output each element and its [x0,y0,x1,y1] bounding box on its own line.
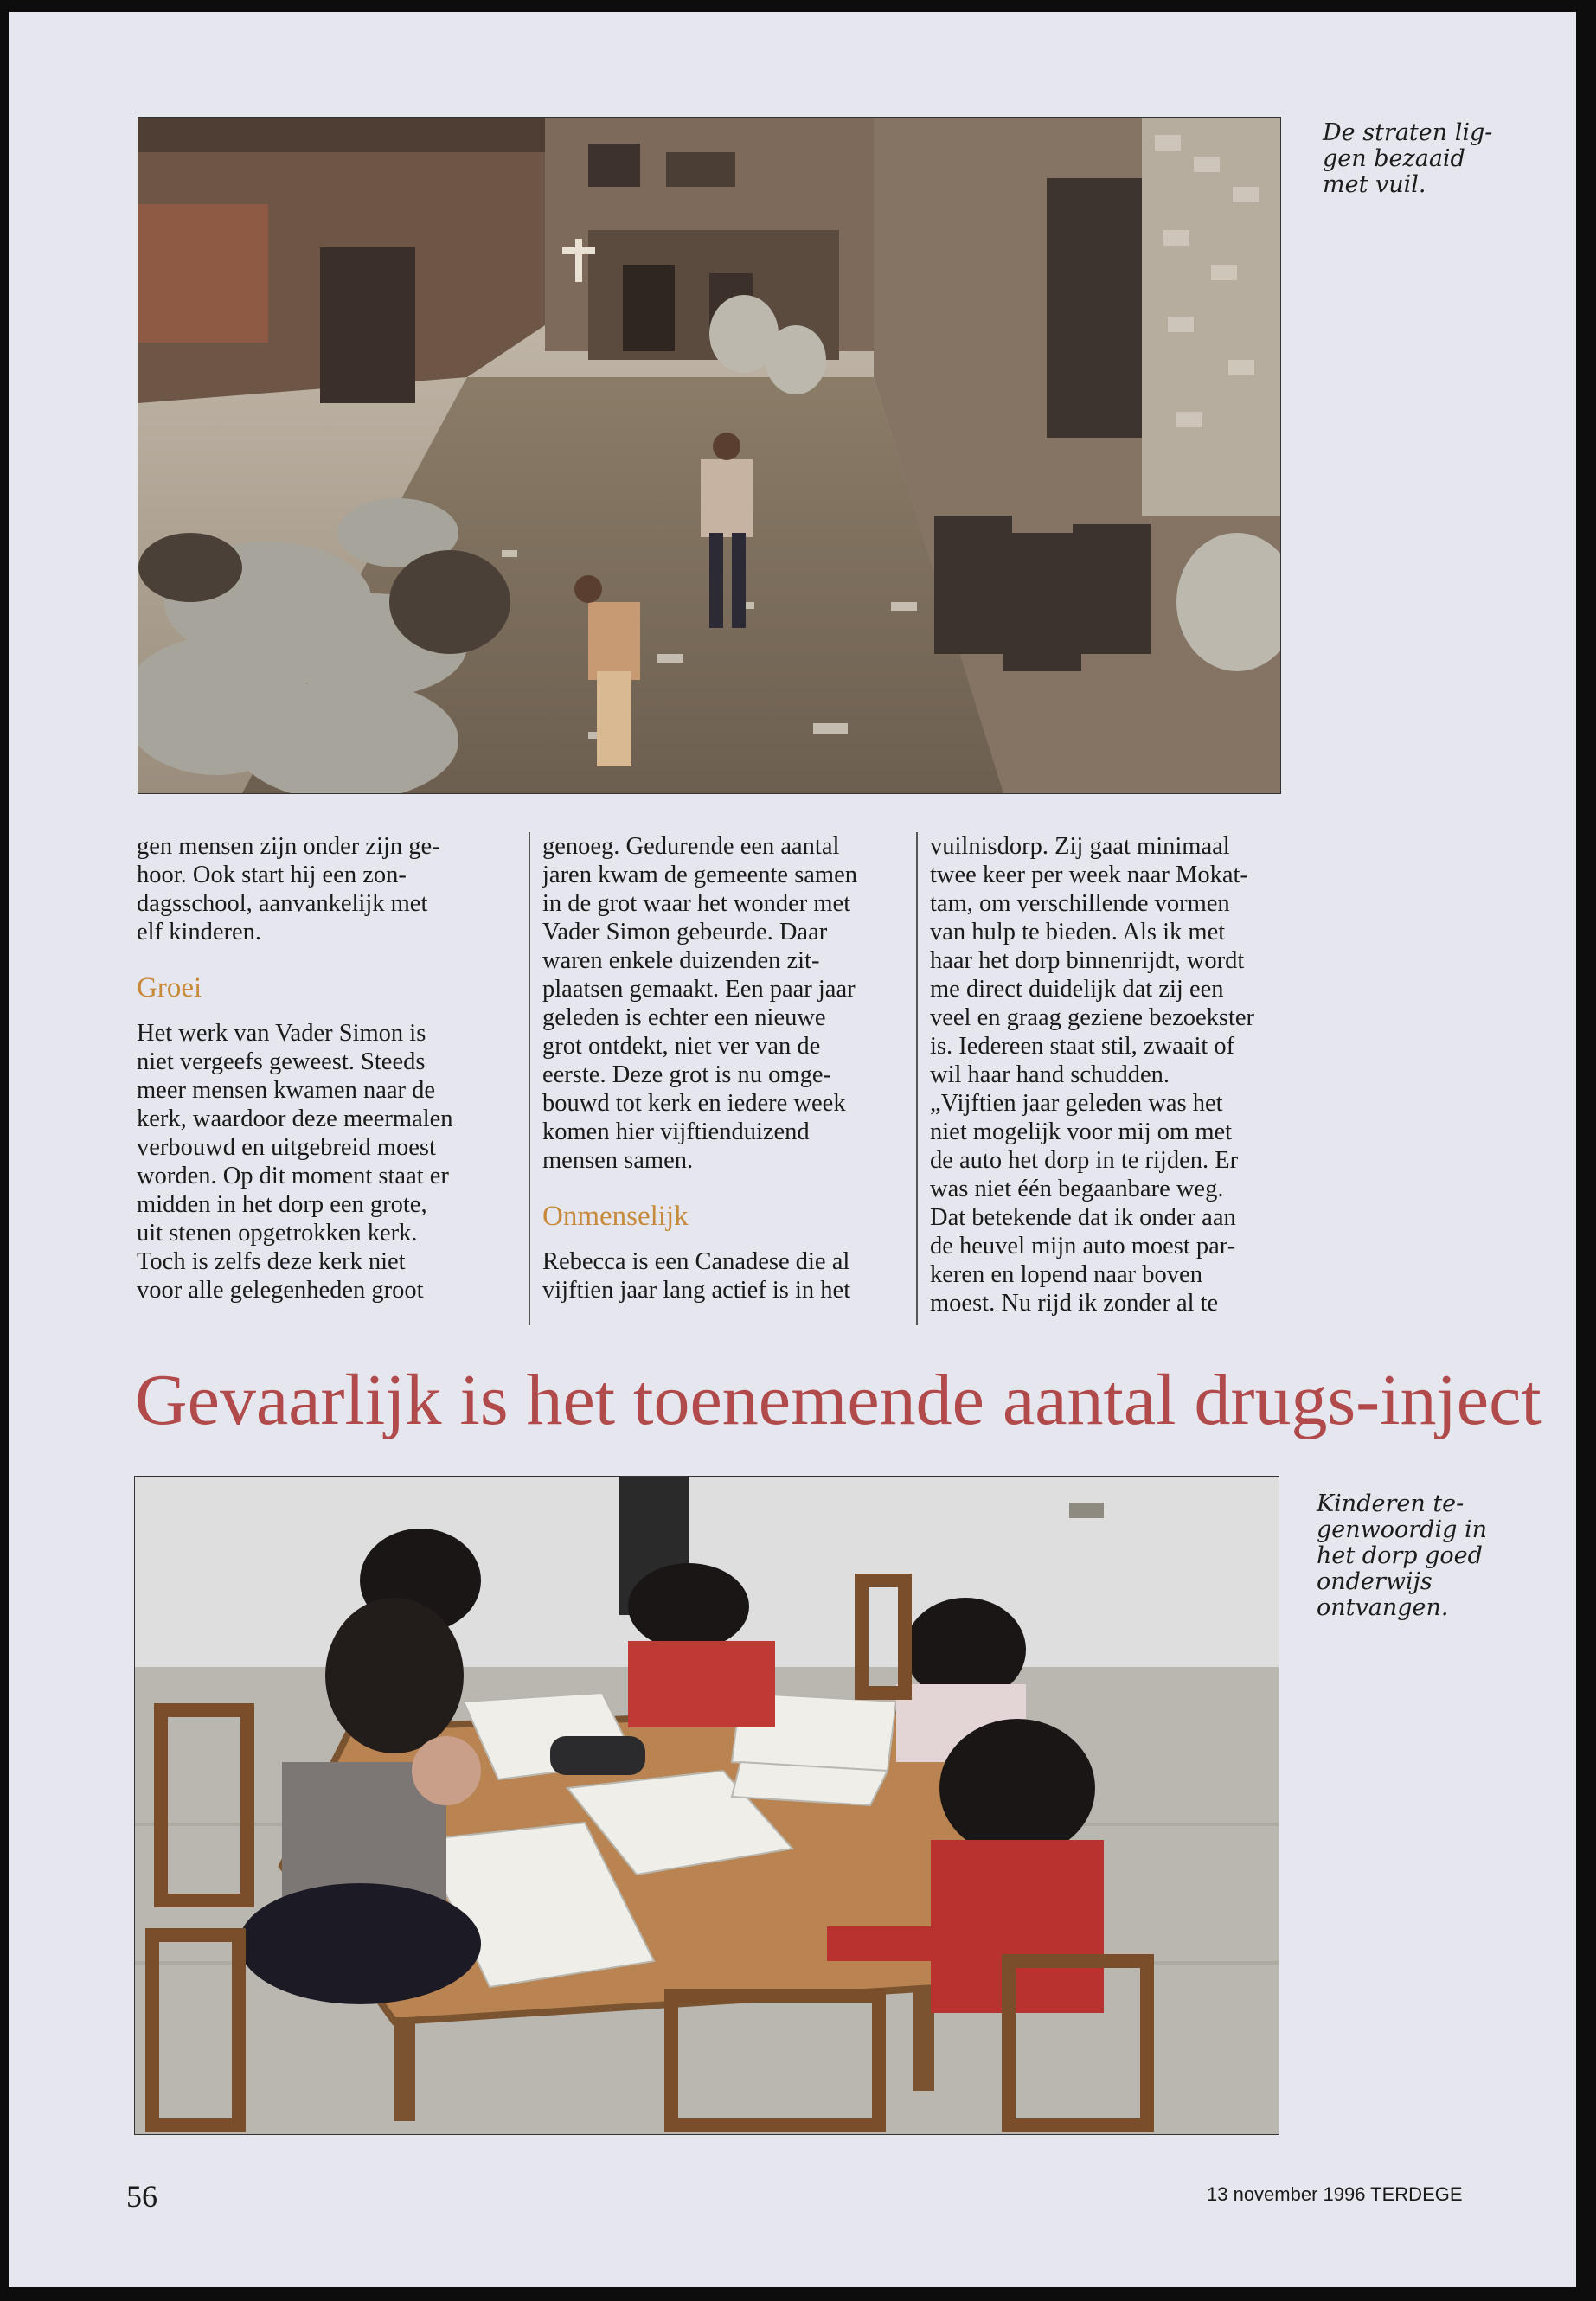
body-line: de auto het dorp in te rijden. Er [930,1147,1239,1174]
magazine-page [9,12,1576,2287]
body-line: niet mogelijk voor mij om met [930,1118,1233,1145]
body-line: moest. Nu rijd ik zonder al te [930,1290,1219,1317]
body-line: kerk, waardoor deze meermalen [137,1106,453,1132]
body-line: veel en graag geziene bezoekster [930,1004,1255,1031]
street-photo-illustration [138,118,1280,793]
subheading-onmenselijk: Onmenselijk [542,1201,689,1232]
body-line: elf kinderen. [137,919,262,945]
body-line: me direct duidelijk dat zij een [930,976,1224,1003]
body-line: grot ontdekt, niet ver van de [542,1033,821,1060]
classroom-photo-illustration [135,1477,1279,2134]
body-line: Rebecca is een Canadese die al [542,1248,850,1275]
text-column-3 [916,832,1302,1325]
pull-quote-headline: Gevaarlijk is het toenemende aantal drugs-inject [135,1360,1542,1440]
body-line: hoor. Ook start hij een zon- [137,862,407,888]
body-line: Toch is zelfs deze kerk niet [137,1248,406,1275]
classroom-photo [134,1476,1279,2135]
body-line: komen hier vijftienduizend [542,1118,810,1145]
body-line: meer mensen kwamen naar de [137,1077,436,1104]
body-line: de heuvel mijn auto moest par- [930,1233,1236,1259]
street-photo [138,117,1281,794]
text-column-2 [529,832,910,1325]
body-line: wil haar hand schudden. [930,1061,1170,1088]
issue-date: 13 november 1996 TERDEGE [1207,2183,1463,2205]
body-line: waren enkele duizenden zit- [542,947,820,974]
body-line: keren en lopend naar boven [930,1261,1202,1288]
body-line: vuilnisdorp. Zij gaat minimaal [930,833,1230,860]
body-line: voor alle gelegenheden groot [137,1277,424,1304]
body-line: „Vijftien jaar geleden was het [930,1090,1223,1117]
body-line: geleden is echter een nieuwe [542,1004,826,1031]
body-line: niet vergeefs geweest. Steeds [137,1048,426,1075]
body-line: genoeg. Gedurende een aantal [542,833,840,860]
body-line: vijftien jaar lang actief is in het [542,1277,851,1304]
classroom-photo-caption: Kinderen te- genwoordig in het dorp goed onderwijs ontvangen. [1317,1490,1487,1621]
body-line: eerste. Deze grot is nu omge- [542,1061,831,1088]
body-line: tam, om verschillende vormen [930,890,1230,917]
text-column-1 [137,832,509,1325]
subheading-groei: Groei [137,972,202,1003]
body-line: Het werk van Vader Simon is [137,1020,426,1047]
body-line: van hulp te bieden. Als ik met [930,919,1226,945]
body-line: Dat betekende dat ik onder aan [930,1204,1236,1231]
body-line: jaren kwam de gemeente samen [542,862,858,888]
body-line: in de grot waar het wonder met [542,890,851,917]
body-line: midden in het dorp een grote, [137,1191,427,1218]
body-line: is. Iedereen staat stil, zwaait of [930,1033,1235,1060]
body-line: worden. Op dit moment staat er [137,1163,449,1189]
body-line: dagsschool, aanvankelijk met [137,890,428,917]
body-line: gen mensen zijn onder zijn ge- [137,833,440,860]
body-line: haar het dorp binnenrijdt, wordt [930,947,1245,974]
body-line: Vader Simon gebeurde. Daar [542,919,828,945]
body-line: bouwd tot kerk en iedere week [542,1090,846,1117]
body-line: uit stenen opgetrokken kerk. [137,1220,418,1247]
body-line: was niet één begaanbare weg. [930,1176,1224,1202]
body-line: mensen samen. [542,1147,694,1174]
body-line: twee keer per week naar Mokat- [930,862,1248,888]
page-number: 56 [126,2179,157,2214]
street-photo-caption: De straten lig- gen bezaaid met vuil. [1323,119,1493,198]
body-line: plaatsen gemaakt. Een paar jaar [542,976,856,1003]
body-line: verbouwd en uitgebreid moest [137,1134,436,1161]
